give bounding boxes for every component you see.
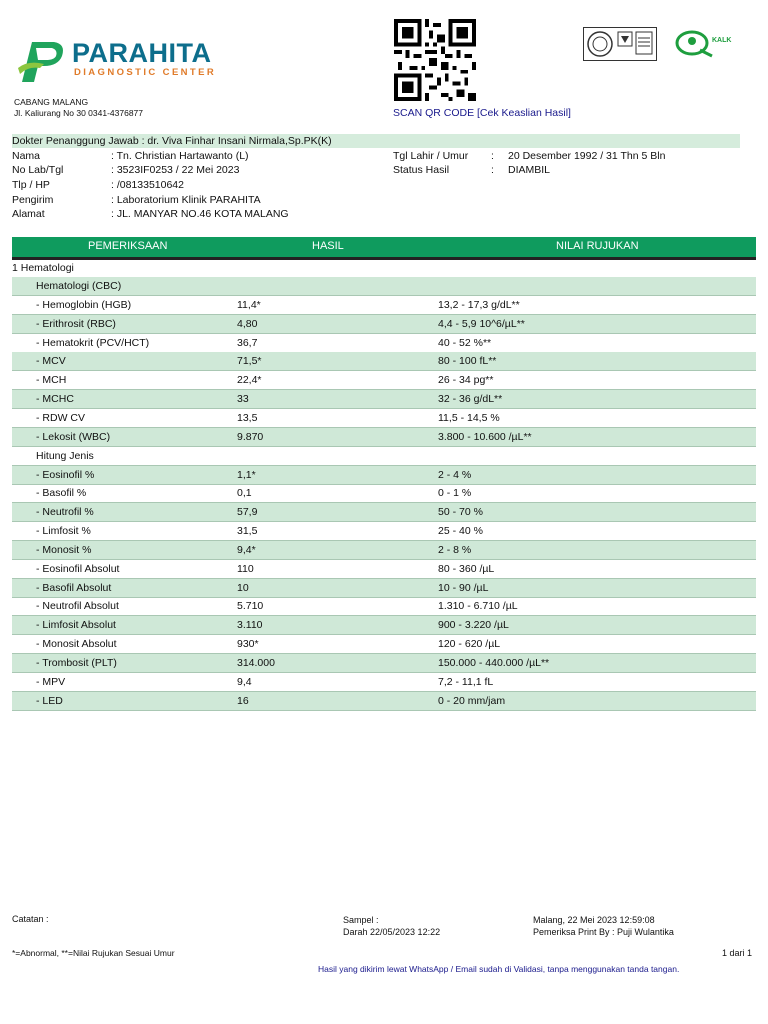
field-colon-status: : — [491, 164, 494, 176]
test-name: - Basofil % — [36, 487, 87, 500]
test-name: - Trombosit (PLT) — [36, 657, 117, 669]
test-result: 9,4* — [237, 543, 256, 556]
reference-range: 0 - 20 mm/jam — [438, 694, 506, 707]
reference-range: 2 - 8 % — [438, 543, 472, 556]
header-hasil: HASIL — [312, 240, 344, 252]
validation-note: Hasil yang dikirim lewat WhatsApp / Email sudah di Validasi, tanpa menggunakan tanda tangan. — [318, 964, 680, 974]
test-result: 9,4 — [237, 675, 252, 688]
test-name: - LED — [36, 694, 63, 707]
test-result: 57,9 — [237, 506, 258, 519]
table-row — [12, 673, 756, 692]
field-value-alamat: : JL. MANYAR NO.46 KOTA MALANG — [111, 208, 289, 220]
test-name: - MCH — [36, 374, 67, 387]
test-result: 31,5 — [237, 525, 258, 538]
doctor-in-charge: Dokter Penanggung Jawab : dr. Viva Finhar Insani Nirmala,Sp.PK(K) — [12, 135, 332, 147]
reference-range: 32 - 36 g/dL** — [438, 393, 503, 406]
test-result: 110 — [237, 562, 254, 575]
reference-range: 80 - 360 /µL — [438, 562, 495, 575]
table-row — [12, 352, 756, 371]
field-value-status: DIAMBIL — [508, 164, 551, 176]
parahita-logo-icon — [14, 38, 66, 84]
table-row — [12, 654, 756, 673]
reference-range: 0 - 1 % — [438, 487, 472, 500]
test-name: - Monosit Absolut — [36, 638, 117, 651]
test-name: - Monosit % — [36, 543, 92, 556]
group-title: Hematologi (CBC) — [36, 280, 122, 292]
reference-range: 10 - 90 /µL — [438, 581, 489, 594]
abnormal-legend: *=Abnormal, **=Nilai Rujukan Sesuai Umur — [12, 948, 175, 958]
group-row — [12, 277, 756, 296]
test-result: 9.870 — [237, 430, 264, 443]
table-row — [12, 635, 756, 654]
test-name: - Eosinofil Absolut — [36, 562, 120, 575]
test-name: - Erithrosit (RBC) — [36, 317, 116, 330]
reference-range: 7,2 - 11,1 fL — [438, 675, 494, 688]
brand-subtitle: DIAGNOSTIC CENTER — [74, 67, 217, 78]
reference-range: 1.310 - 6.710 /µL — [438, 600, 518, 613]
field-value-nama: : Tn. Christian Hartawanto (L) — [111, 150, 249, 162]
test-name: - MPV — [36, 675, 66, 688]
reference-range: 26 - 34 pg** — [438, 374, 494, 387]
kalk-logo-icon — [672, 26, 734, 60]
test-result: 10 — [237, 581, 249, 594]
table-row — [12, 315, 756, 334]
table-row — [12, 616, 756, 635]
test-result: 3.110 — [237, 619, 263, 632]
table-row — [12, 522, 756, 541]
test-result: 4,80 — [237, 317, 258, 330]
field-value-nolab: : 3523IF0253 / 22 Mei 2023 — [111, 164, 240, 176]
reference-range: 4,4 - 5,9 10^6/µL** — [438, 317, 525, 330]
field-value-phone: : /08133510642 — [111, 179, 184, 191]
reference-range: 11,5 - 14,5 % — [438, 411, 500, 424]
test-name: - Lekosit (WBC) — [36, 430, 111, 443]
table-row — [12, 390, 756, 409]
branch-name: CABANG MALANG — [14, 97, 89, 107]
table-row — [12, 466, 756, 485]
test-result: 5.710 — [237, 600, 264, 613]
test-result: 36,7 — [237, 336, 258, 349]
table-row — [12, 296, 756, 315]
test-name: - Limfosit Absolut — [36, 619, 116, 632]
sample-label: Sampel : — [343, 915, 379, 925]
test-name: - Basofil Absolut — [36, 581, 112, 594]
reference-range: 50 - 70 % — [438, 506, 483, 519]
test-name: - Eosinofil % — [36, 468, 95, 481]
test-name: - Hemoglobin (HGB) — [36, 298, 132, 311]
table-row — [12, 692, 756, 711]
table-row — [12, 541, 756, 560]
field-value-pengirim: : Laboratorium Klinik PARAHITA — [111, 194, 261, 206]
certification-seal-icon — [584, 28, 656, 60]
test-name: - MCV — [36, 355, 66, 368]
table-row — [12, 503, 756, 522]
field-label-nolab: No Lab/Tgl — [12, 164, 64, 176]
signature-examiner: Pemeriksa Print By : Puji Wulantika — [533, 927, 674, 937]
field-value-dob: 20 Desember 1992 / 31 Thn 5 Bln — [508, 150, 666, 162]
test-name: - Neutrofil % — [36, 506, 94, 519]
page-indicator: 1 dari 1 — [722, 948, 753, 958]
test-name: - Hematokrit (PCV/HCT) — [36, 336, 150, 349]
table-row — [12, 560, 756, 579]
reference-range: 40 - 52 %** — [438, 336, 492, 349]
table-row — [12, 579, 756, 598]
table-row — [12, 484, 756, 503]
section-title: 1 Hematologi — [12, 262, 74, 274]
header-nilai-rujukan: NILAI RUJUKAN — [556, 240, 639, 252]
table-row — [12, 409, 756, 428]
reference-range: 150.000 - 440.000 /µL** — [438, 657, 550, 669]
table-row — [12, 428, 756, 447]
test-result: 33 — [237, 393, 249, 406]
signature-date: Malang, 22 Mei 2023 12:59:08 — [533, 915, 655, 925]
table-row — [12, 334, 756, 353]
test-result: 930* — [237, 638, 259, 651]
group-row — [12, 447, 756, 466]
field-colon-dob: : — [491, 150, 494, 162]
table-row — [12, 371, 756, 390]
test-result: 16 — [237, 694, 249, 707]
notes-label: Catatan : — [12, 914, 49, 924]
kalk-logo-text: KALK — [712, 37, 732, 44]
reference-range: 3.800 - 10.600 /µL** — [438, 430, 532, 443]
test-result: 0,1 — [237, 487, 252, 500]
branch-address: Jl. Kaliurang No 30 0341-4376877 — [14, 108, 144, 118]
test-result: 314.000 — [237, 657, 275, 669]
reference-range: 80 - 100 fL** — [438, 355, 497, 368]
test-result: 11,4* — [237, 298, 261, 311]
field-label-phone: Tlp / HP — [12, 179, 50, 191]
brand-name: PARAHITA — [72, 38, 212, 68]
reference-range: 900 - 3.220 /µL — [438, 619, 509, 632]
field-label-status: Status Hasil — [393, 164, 450, 176]
test-name: - Neutrofil Absolut — [36, 600, 119, 613]
field-label-nama: Nama — [12, 150, 41, 162]
qr-code-icon[interactable] — [394, 19, 476, 101]
field-label-dob: Tgl Lahir / Umur — [393, 150, 469, 162]
test-result: 1,1* — [237, 468, 256, 481]
test-result: 22,4* — [237, 374, 262, 387]
reference-range: 13,2 - 17,3 g/dL** — [438, 298, 520, 311]
test-name: - MCHC — [36, 393, 74, 406]
certification-logo — [583, 27, 657, 61]
group-title: Hitung Jenis — [36, 449, 94, 462]
test-name: - Limfosit % — [36, 525, 91, 538]
reference-range: 2 - 4 % — [438, 468, 472, 481]
field-label-pengirim: Pengirim — [12, 194, 54, 206]
scan-qr-link[interactable]: SCAN QR CODE [Cek Keaslian Hasil] — [393, 107, 571, 119]
sample-value: Darah 22/05/2023 12:22 — [343, 927, 441, 937]
test-result: 71,5* — [237, 355, 262, 368]
table-row — [12, 597, 756, 616]
reference-range: 25 - 40 % — [438, 525, 483, 538]
test-result: 13,5 — [237, 411, 258, 424]
field-label-alamat: Alamat — [12, 208, 45, 220]
test-name: - RDW CV — [36, 411, 85, 424]
header-pemeriksaan: PEMERIKSAAN — [88, 240, 168, 252]
reference-range: 120 - 620 /µL — [438, 638, 501, 651]
